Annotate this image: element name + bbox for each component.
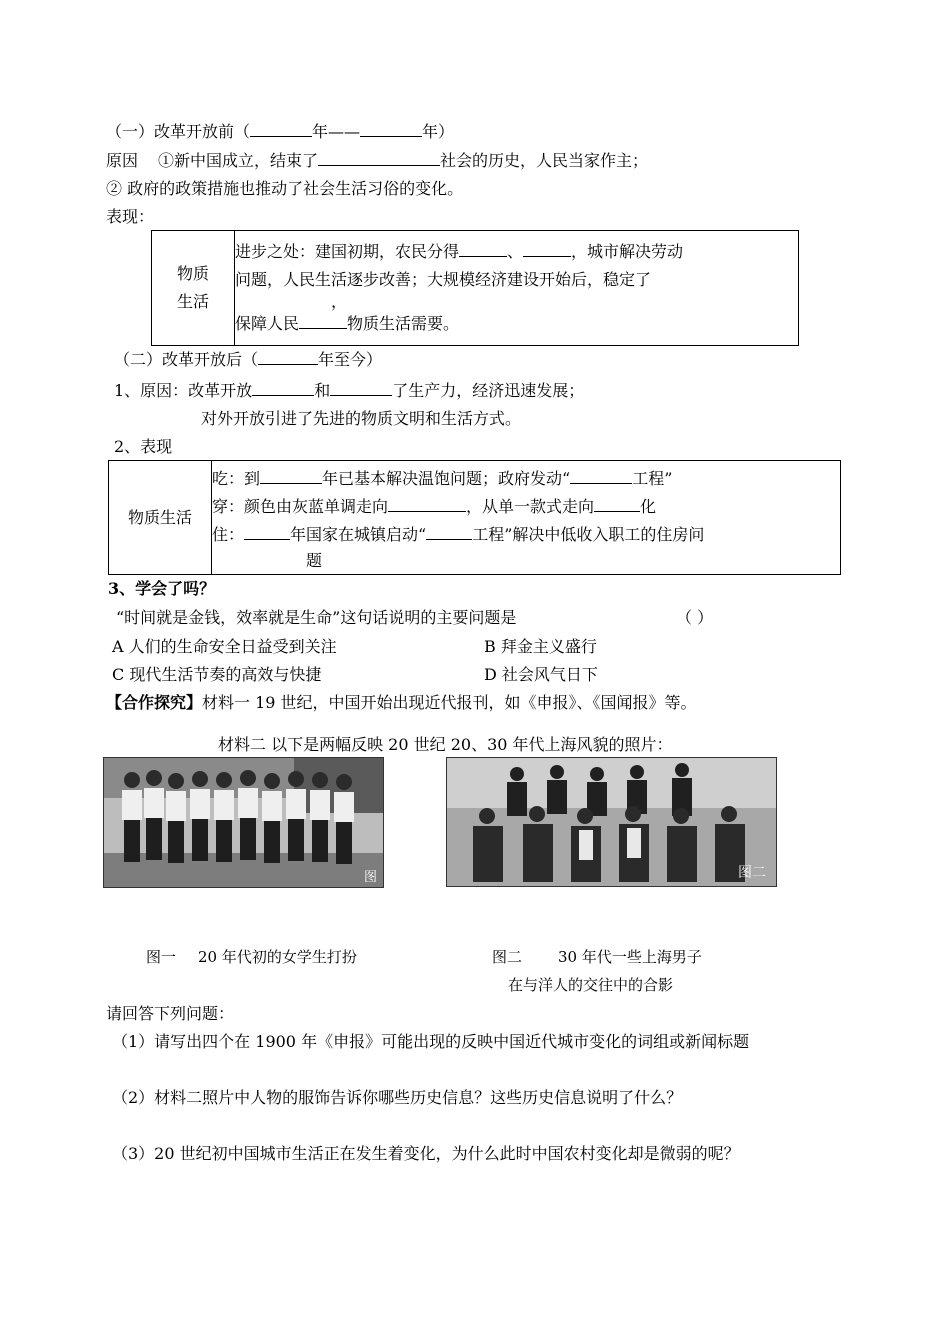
quiz-option-c[interactable]: C 现代生活节奏的高效与快捷 — [112, 665, 322, 684]
blank-tools[interactable] — [523, 242, 571, 257]
section2-title: （二）改革开放后（ 年至今） — [114, 350, 383, 369]
quiz-option-a[interactable]: A 人们的生命安全日益受到关注 — [112, 637, 337, 656]
photo-female-students-image — [104, 758, 383, 887]
caption-figure2: 图二 30 年代一些上海男子 — [492, 948, 702, 966]
photo2-mark: 图二 — [738, 865, 766, 881]
quiz-answer-paren[interactable]: （ ） — [676, 608, 714, 627]
blank-food-project[interactable] — [570, 469, 632, 484]
section2-performance-label: 2、表现 — [114, 437, 173, 456]
section1-reason1: 原因 ①新中国成立，结束了 社会的历史，人民当家作主； — [106, 151, 649, 170]
section1-performance-label: 表现： — [106, 207, 155, 226]
section2-reason-line2: 对外开放引进了先进的物质文明和生活方式。 — [201, 409, 522, 428]
question-3: （3）20 世纪初中国城市生活正在发生着变化，为什么此时中国农村变化却是微弱的呢？ — [112, 1144, 740, 1163]
blank-food-year[interactable] — [260, 469, 322, 484]
table1-head: 物质 生活 — [152, 231, 235, 346]
section2-table — [108, 460, 841, 575]
questions-prompt: 请回答下列问题： — [106, 1004, 235, 1023]
blank-land[interactable] — [459, 242, 507, 257]
blank-diverse[interactable] — [594, 497, 640, 512]
question-2: （2）材料二照片中人物的服饰告诉你哪些历史信息？这些历史信息说明了什么？ — [112, 1088, 683, 1107]
photo-female-students — [103, 757, 384, 888]
blank-develop[interactable] — [330, 381, 392, 396]
section1-table — [151, 230, 799, 346]
blank-housing-year[interactable] — [244, 525, 290, 540]
section2-reason: 1、原因：改革开放 和 了生产力，经济迅速发展； — [114, 381, 585, 400]
blank-basic[interactable] — [299, 314, 347, 329]
table1-body: 进步之处：建国初期，农民分得 、 ，城市解决劳动 问题，人民生活逐步改善；大规模经济建设开始后，稳定了 ， 保障人民 物质生活需要。 — [235, 231, 799, 346]
section1-title: （一）改革开放前（ 年—— 年） — [106, 122, 455, 141]
table2-head: 物质生活 — [109, 461, 212, 575]
photo-shanghai-men — [446, 757, 777, 887]
blank-housing-project[interactable] — [426, 525, 472, 540]
quiz-question: “时间就是金钱，效率就是生命”这句话说明的主要问题是 — [116, 608, 517, 627]
photo-shanghai-men-image — [447, 758, 776, 886]
blank-reform-year[interactable] — [258, 350, 318, 365]
blank-colorful[interactable] — [388, 497, 466, 512]
photo1-mark: 图 — [363, 870, 377, 885]
blank-liberate[interactable] — [252, 381, 314, 396]
quiz-option-b[interactable]: B 拜金主义盛行 — [484, 637, 597, 656]
explore-material2: 材料二 以下是两幅反映 20 世纪 20、30 年代上海风貌的照片： — [218, 735, 673, 754]
table2-body: 吃：到 年已基本解决温饱问题；政府发动“ 工程” 穿：颜色由灰蓝单调走向 ，从单一款式走向 化 住： 年国家在城镇启动“ 工程”解决中低收入职工的住房问 题 — [212, 461, 841, 575]
blank-start-year[interactable] — [250, 122, 312, 137]
quiz-title: 3、学会了吗？ — [108, 579, 216, 598]
section1-reason2: ② 政府的政策措施也推动了社会生活习俗的变化。 — [106, 179, 464, 198]
quiz-option-d[interactable]: D 社会风气日下 — [484, 665, 598, 684]
blank-end-year[interactable] — [360, 122, 422, 137]
blank-old-society[interactable] — [318, 151, 440, 166]
explore-material1: 【合作探究】材料一 19 世纪，中国开始出现近代报刊，如《申报》、《国闻报》等。 — [106, 693, 697, 712]
caption-figure2-line2: 在与洋人的交往中的合影 — [508, 976, 674, 994]
caption-figure1: 图一 20 年代初的女学生打扮 — [146, 948, 357, 966]
question-1: （1）请写出四个在 1900 年《申报》可能出现的反映中国近代城市变化的词组或新闻标题 — [112, 1032, 750, 1051]
